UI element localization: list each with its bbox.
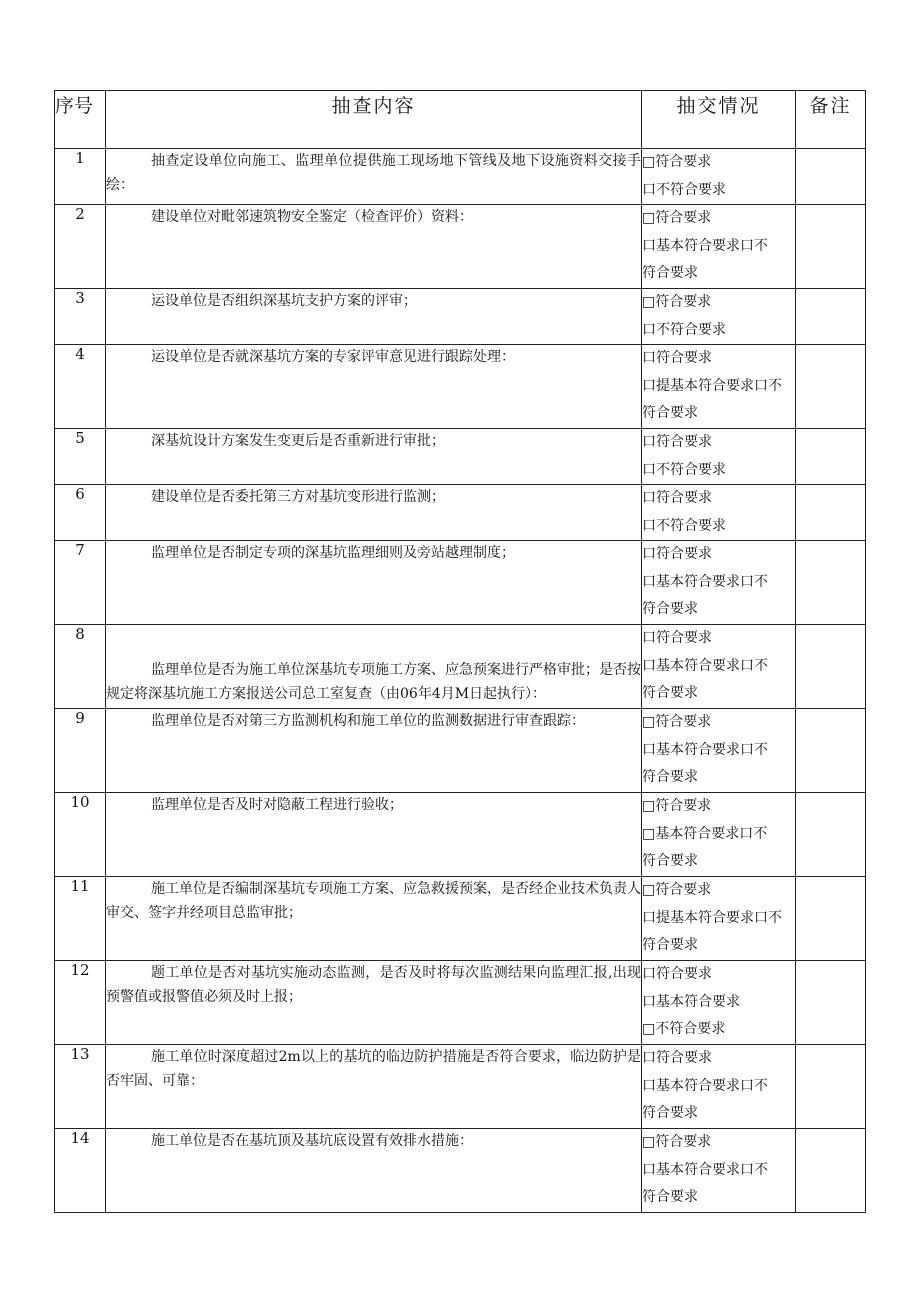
status-option: 符合要求 — [642, 685, 698, 701]
status-option: 口基本符合要求口不 — [642, 1077, 768, 1094]
row-note — [796, 541, 866, 625]
status-option: 符合要求 — [642, 405, 698, 421]
status-option: 符合要求 — [642, 853, 698, 869]
table-row — [55, 1129, 866, 1213]
row-status — [642, 793, 796, 877]
row-content: 施工单位时深度超过2m以上的基坑的临边防护措施是否符合要求，临边防护是否牢固、可靠： — [106, 1045, 642, 1129]
table-row — [55, 485, 866, 541]
status-option: 口符合要求 — [642, 434, 712, 450]
status-option: □基本符合要求口不 — [642, 825, 768, 842]
status-option: 符合要求 — [642, 769, 698, 785]
status-option: 符合要求 — [642, 601, 698, 617]
row-content: 抽查定设单位向施工、监理单位提供施工现场地下管线及地下设施资料交接手绘： — [106, 149, 642, 205]
header-row — [55, 91, 866, 149]
row-number: 5 — [55, 429, 106, 485]
status-option: 口基本符合要求口不 — [642, 741, 768, 758]
row-number: 8 — [55, 625, 106, 709]
status-option: 口基本符合要求口不 — [642, 657, 768, 674]
row-status — [642, 149, 796, 205]
row-number: 11 — [55, 877, 106, 961]
row-status — [642, 205, 796, 289]
row-content: 建设单位是否委托第三方对基坑变形进行监测； — [106, 485, 642, 541]
status-option: □符合要求 — [642, 798, 712, 814]
table-row — [55, 149, 866, 205]
status-option: □符合要求 — [642, 294, 712, 310]
status-option: 口基本符合要求口不 — [642, 573, 768, 590]
row-note — [796, 485, 866, 541]
row-number: 1 — [55, 149, 106, 205]
row-note — [796, 625, 866, 709]
table-row — [55, 345, 866, 429]
row-note — [796, 709, 866, 793]
header-no: 序号 — [55, 91, 106, 149]
row-note — [796, 429, 866, 485]
row-status — [642, 485, 796, 541]
row-status — [642, 1129, 796, 1213]
status-option: 符合要求 — [642, 1189, 698, 1205]
row-number: 4 — [55, 345, 106, 429]
row-note — [796, 1045, 866, 1129]
status-option: 口符合要求 — [642, 630, 712, 646]
table-row — [55, 1045, 866, 1129]
row-note — [796, 877, 866, 961]
table-row — [55, 429, 866, 485]
row-status — [642, 541, 796, 625]
header-note: 备注 — [796, 91, 866, 149]
table-row — [55, 541, 866, 625]
table-row — [55, 709, 866, 793]
status-option: □符合要求 — [642, 1134, 712, 1150]
status-option: 口符合要求 — [642, 350, 712, 366]
status-option: 口基本符合要求口不 — [642, 237, 768, 254]
row-content: 施工单位是否在基坑顶及基坑底设置有效排水措施： — [106, 1129, 642, 1213]
table-row — [55, 625, 866, 709]
row-number: 10 — [55, 793, 106, 877]
row-note — [796, 289, 866, 345]
table-row — [55, 205, 866, 289]
row-number: 3 — [55, 289, 106, 345]
row-number: 7 — [55, 541, 106, 625]
row-content: 监理单位是否对第三方监测机构和施工单位的监测数据进行审查跟踪： — [106, 709, 642, 793]
header-status: 抽交情况 — [642, 91, 796, 149]
row-note — [796, 793, 866, 877]
status-option: □不符合要求 — [642, 1021, 726, 1037]
row-number: 2 — [55, 205, 106, 289]
row-note — [796, 205, 866, 289]
row-number: 13 — [55, 1045, 106, 1129]
status-option: 口符合要求 — [642, 966, 712, 982]
row-note — [796, 1129, 866, 1213]
row-status — [642, 1045, 796, 1129]
row-status — [642, 709, 796, 793]
status-option: 口不符合要求 — [642, 181, 726, 198]
status-option: 口提基本符合要求口不 — [642, 377, 782, 394]
status-option: □符合要求 — [642, 714, 712, 730]
row-content: 监理单位是否为施工单位深基坑专项施工方案、应急预案进行严格审批；是否按规定将深基坑施工方案报送公司总工室复查（由06年4月M日起执行）： — [106, 625, 642, 709]
row-status — [642, 961, 796, 1045]
status-option: 口符合要求 — [642, 490, 712, 506]
row-content: 施工单位是否编制深基坑专项施工方案、应急救援预案，是否经企业技术负责人审交、签字并经项目总监审批； — [106, 877, 642, 961]
status-option: 口不符合要求 — [642, 461, 726, 478]
row-note — [796, 961, 866, 1045]
row-content: 运设单位是否就深基坑方案的专家评审意见进行跟踪处理： — [106, 345, 642, 429]
row-status — [642, 345, 796, 429]
status-option: 口基本符合要求 — [642, 993, 740, 1010]
status-option: 符合要求 — [642, 1105, 698, 1121]
table-row — [55, 289, 866, 345]
status-option: 符合要求 — [642, 937, 698, 953]
row-status — [642, 289, 796, 345]
row-status — [642, 429, 796, 485]
row-number: 12 — [55, 961, 106, 1045]
table-row — [55, 793, 866, 877]
status-option: 口提基本符合要求口不 — [642, 909, 782, 926]
header-content: 抽查内容 — [106, 91, 642, 149]
status-option: 口不符合要求 — [642, 517, 726, 534]
status-option: 口不符合要求 — [642, 321, 726, 338]
row-content: 深基炕设计方案发生变更后是否重新进行审批； — [106, 429, 642, 485]
status-option: □符合要求 — [642, 154, 712, 170]
inspection-table — [54, 90, 866, 1213]
row-note — [796, 345, 866, 429]
row-number: 6 — [55, 485, 106, 541]
row-number: 14 — [55, 1129, 106, 1213]
row-content: 监理单位是否制定专项的深基坑监理细则及旁站越理制度； — [106, 541, 642, 625]
table-row — [55, 961, 866, 1045]
row-status — [642, 877, 796, 961]
row-content: 运设单位是否组织深基坑支护方案的评审； — [106, 289, 642, 345]
row-status — [642, 625, 796, 709]
row-number: 9 — [55, 709, 106, 793]
status-option: 符合要求 — [642, 265, 698, 281]
status-option: 口符合要求 — [642, 546, 712, 562]
table-row — [55, 877, 866, 961]
status-option: □符合要求 — [642, 882, 712, 898]
row-note — [796, 149, 866, 205]
row-content: 监理单位是否及时对隐蔽工程进行验收； — [106, 793, 642, 877]
status-option: 口基本符合要求口不 — [642, 1161, 768, 1178]
row-content: 建设单位对毗邻速筑物安全鉴定（检查评价）资料： — [106, 205, 642, 289]
status-option: □符合要求 — [642, 210, 712, 226]
row-content: 题工单位是否对基坑实施动态监测，是否及时将每次监测结果向监理汇报,出现预警值或报警值必须及时上报； — [106, 961, 642, 1045]
status-option: 口符合要求 — [642, 1050, 712, 1066]
